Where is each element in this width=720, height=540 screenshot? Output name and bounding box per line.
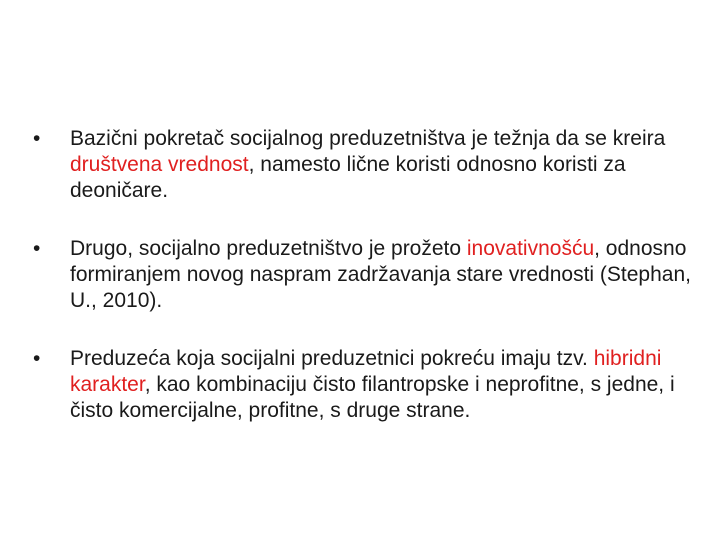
bullet-list	[33, 126, 703, 424]
bullet-icon: •	[33, 237, 41, 260]
bullet-text-before: Bazični pokretač socijalnog preduzetništva je težnja da se kreira	[70, 127, 666, 150]
bullet-text-after: , kao kombinaciju čisto filantropske i neprofitne, s jedne, i čisto komercijalne, profitne, s druge strane.	[70, 373, 675, 422]
bullet-text-after: , odnosno formiranjem novog naspram zadržavanja stare vrednosti (Stephan, U., 2010).	[70, 237, 691, 312]
highlight-term: inovativnošću	[466, 237, 595, 260]
bullet-item-2	[33, 236, 703, 314]
bullet-item-1	[33, 126, 703, 204]
bullet-icon: •	[33, 347, 41, 370]
bullet-text-before: Preduzeća koja socijalni preduzetnici pokreću imaju tzv.	[70, 347, 594, 370]
bullet-icon: •	[33, 127, 41, 150]
highlight-term: hibridni karakter	[70, 347, 662, 396]
bullet-text-before: Drugo, socijalno preduzetništvo je prožeto	[70, 237, 467, 260]
bullet-text-after: , namesto lične koristi odnosno koristi za deoničare.	[70, 153, 626, 202]
bullet-item-3	[33, 346, 703, 424]
highlight-term: društvena vrednost	[70, 153, 249, 176]
